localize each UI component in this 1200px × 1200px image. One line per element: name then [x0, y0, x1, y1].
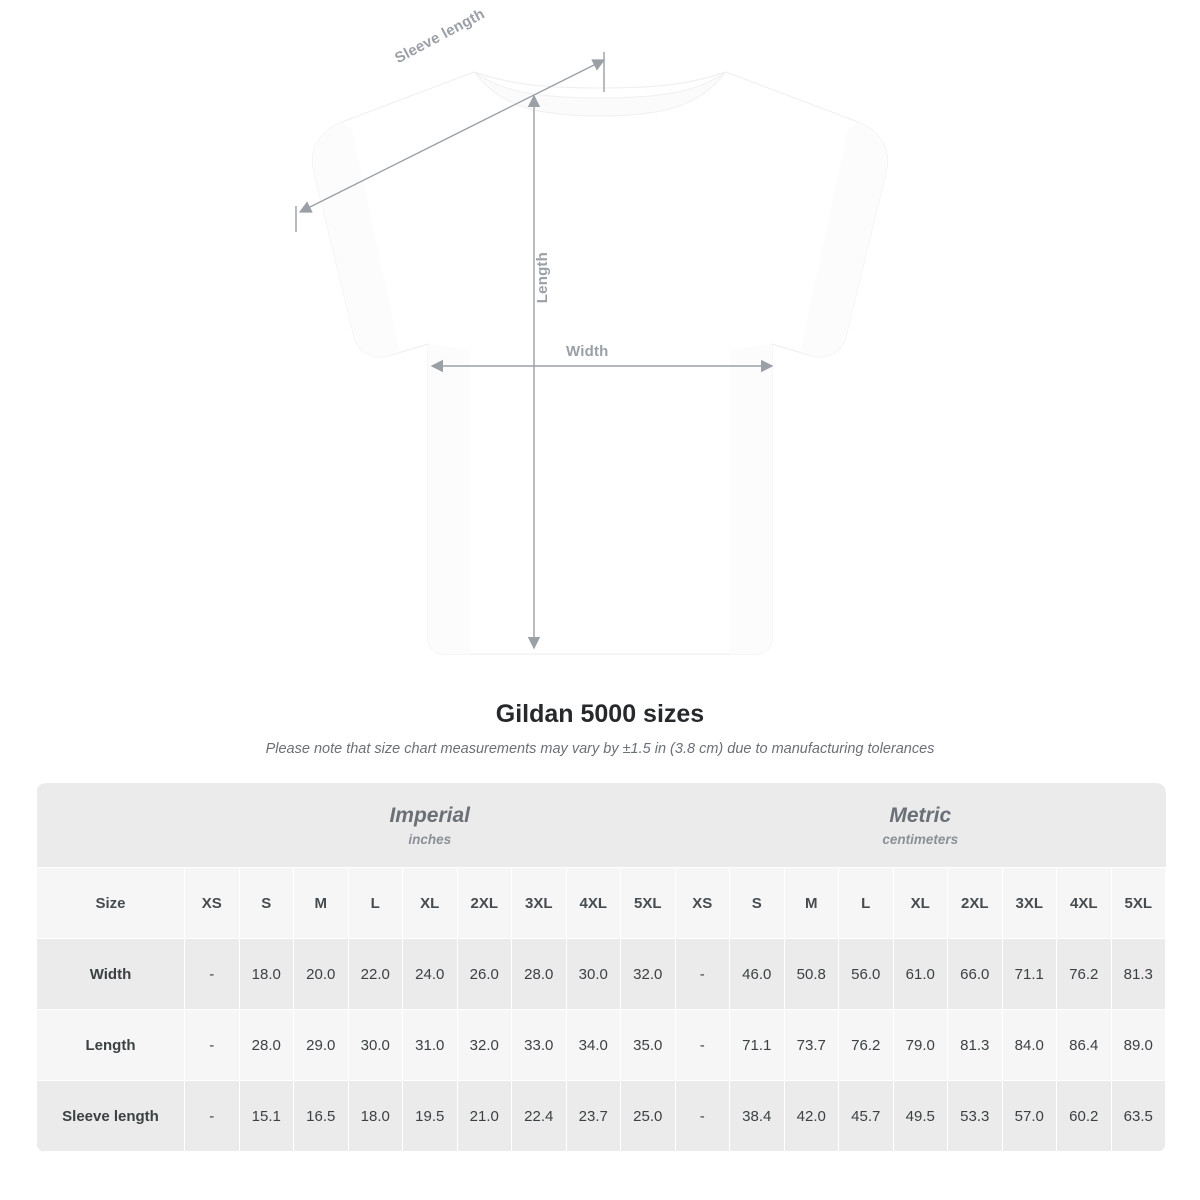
size-header-imperial-5xl: 5XL [621, 868, 676, 939]
sleeve-imperial-xs: - [185, 1081, 240, 1152]
width-metric-s: 46.0 [730, 939, 785, 1010]
length-imperial-xl: 31.0 [403, 1010, 458, 1081]
unit-spacer-cell [37, 783, 185, 868]
length-metric-m: 73.7 [784, 1010, 839, 1081]
width-metric-l: 56.0 [839, 939, 894, 1010]
length-metric-s: 71.1 [730, 1010, 785, 1081]
size-header-metric-s: S [730, 868, 785, 939]
sleeve-imperial-5xl: 25.0 [621, 1081, 676, 1152]
sleeve-metric-s: 38.4 [730, 1081, 785, 1152]
length-metric-l: 76.2 [839, 1010, 894, 1081]
unit-group-metric [675, 783, 1166, 868]
width-imperial-s: 18.0 [239, 939, 294, 1010]
sleeve-imperial-l: 18.0 [348, 1081, 403, 1152]
row-label-length: Length [37, 1010, 185, 1081]
width-metric-xl: 61.0 [893, 939, 948, 1010]
size-header-imperial-xl: XL [403, 868, 458, 939]
size-header-imperial-m: M [294, 868, 349, 939]
sleeve-imperial-4xl: 23.7 [566, 1081, 621, 1152]
size-header-metric-m: M [784, 868, 839, 939]
sleeve-imperial-xl: 19.5 [403, 1081, 458, 1152]
size-header-metric-4xl: 4XL [1057, 868, 1112, 939]
table-row-width [37, 939, 1166, 1010]
sleeve-metric-l: 45.7 [839, 1081, 894, 1152]
length-metric-xl: 79.0 [893, 1010, 948, 1081]
width-metric-5xl: 81.3 [1111, 939, 1166, 1010]
length-metric-3xl: 84.0 [1002, 1010, 1057, 1081]
length-metric-2xl: 81.3 [948, 1010, 1003, 1081]
size-header-imperial-l: L [348, 868, 403, 939]
sleeve-metric-3xl: 57.0 [1002, 1081, 1057, 1152]
unit-header-row [37, 783, 1166, 868]
sleeve-metric-5xl: 63.5 [1111, 1081, 1166, 1152]
sleeve-metric-4xl: 60.2 [1057, 1081, 1112, 1152]
unit-group-metric-name: Metric [889, 803, 952, 827]
width-imperial-xs: - [185, 939, 240, 1010]
size-header-imperial-2xl: 2XL [457, 868, 512, 939]
width-imperial-m: 20.0 [294, 939, 349, 1010]
size-header-metric-l: L [839, 868, 894, 939]
size-table-wrapper [0, 783, 1200, 1152]
width-imperial-5xl: 32.0 [621, 939, 676, 1010]
row-label-width: Width [37, 939, 185, 1010]
size-header-imperial-4xl: 4XL [566, 868, 621, 939]
sleeve-metric-2xl: 53.3 [948, 1081, 1003, 1152]
length-metric-xs: - [675, 1010, 730, 1081]
unit-group-imperial [185, 783, 676, 868]
size-header-metric-xs: XS [675, 868, 730, 939]
length-imperial-5xl: 35.0 [621, 1010, 676, 1081]
unit-group-metric-sub: centimeters [882, 832, 959, 848]
sleeve-imperial-3xl: 22.4 [512, 1081, 567, 1152]
size-header-metric-2xl: 2XL [948, 868, 1003, 939]
size-header-metric-xl: XL [893, 868, 948, 939]
sleeve-length-label: Sleeve length [392, 5, 488, 68]
tolerance-note: Please note that size chart measurements may vary by ±1.5 in (3.8 cm) due to manufacturing tolerances [265, 741, 935, 757]
table-row-sleeve-length [37, 1081, 1166, 1152]
size-header-metric-5xl: 5XL [1111, 868, 1166, 939]
length-metric-5xl: 89.0 [1111, 1010, 1166, 1081]
length-imperial-4xl: 34.0 [566, 1010, 621, 1081]
sleeve-metric-m: 42.0 [784, 1081, 839, 1152]
length-imperial-3xl: 33.0 [512, 1010, 567, 1081]
sleeve-metric-xs: - [675, 1081, 730, 1152]
size-header-label: Size [37, 868, 185, 939]
width-metric-m: 50.8 [784, 939, 839, 1010]
width-metric-2xl: 66.0 [948, 939, 1003, 1010]
length-imperial-xs: - [185, 1010, 240, 1081]
sleeve-imperial-s: 15.1 [239, 1081, 294, 1152]
length-label: Length [534, 252, 551, 304]
length-imperial-2xl: 32.0 [457, 1010, 512, 1081]
sleeve-imperial-m: 16.5 [294, 1081, 349, 1152]
width-metric-4xl: 76.2 [1057, 939, 1112, 1010]
size-table [36, 783, 1166, 1152]
length-imperial-s: 28.0 [239, 1010, 294, 1081]
tshirt-shape [312, 72, 887, 654]
width-imperial-l: 22.0 [348, 939, 403, 1010]
title-block [0, 700, 1200, 757]
width-imperial-xl: 24.0 [403, 939, 458, 1010]
length-imperial-l: 30.0 [348, 1010, 403, 1081]
width-imperial-3xl: 28.0 [512, 939, 567, 1010]
row-label-sleeve-length: Sleeve length [37, 1081, 185, 1152]
sleeve-metric-xl: 49.5 [893, 1081, 948, 1152]
length-imperial-m: 29.0 [294, 1010, 349, 1081]
size-header-imperial-3xl: 3XL [512, 868, 567, 939]
size-header-row [37, 868, 1166, 939]
page-title: Gildan 5000 sizes [495, 700, 705, 728]
unit-group-imperial-name: Imperial [389, 803, 471, 827]
width-label: Width [566, 343, 609, 360]
size-header-imperial-xs: XS [185, 868, 240, 939]
width-metric-xs: - [675, 939, 730, 1010]
width-imperial-2xl: 26.0 [457, 939, 512, 1010]
size-header-imperial-s: S [239, 868, 294, 939]
size-header-metric-3xl: 3XL [1002, 868, 1057, 939]
unit-group-imperial-sub: inches [408, 832, 452, 848]
width-imperial-4xl: 30.0 [566, 939, 621, 1010]
table-row-length [37, 1010, 1166, 1081]
width-metric-3xl: 71.1 [1002, 939, 1057, 1010]
sleeve-imperial-2xl: 21.0 [457, 1081, 512, 1152]
length-metric-4xl: 86.4 [1057, 1010, 1112, 1081]
